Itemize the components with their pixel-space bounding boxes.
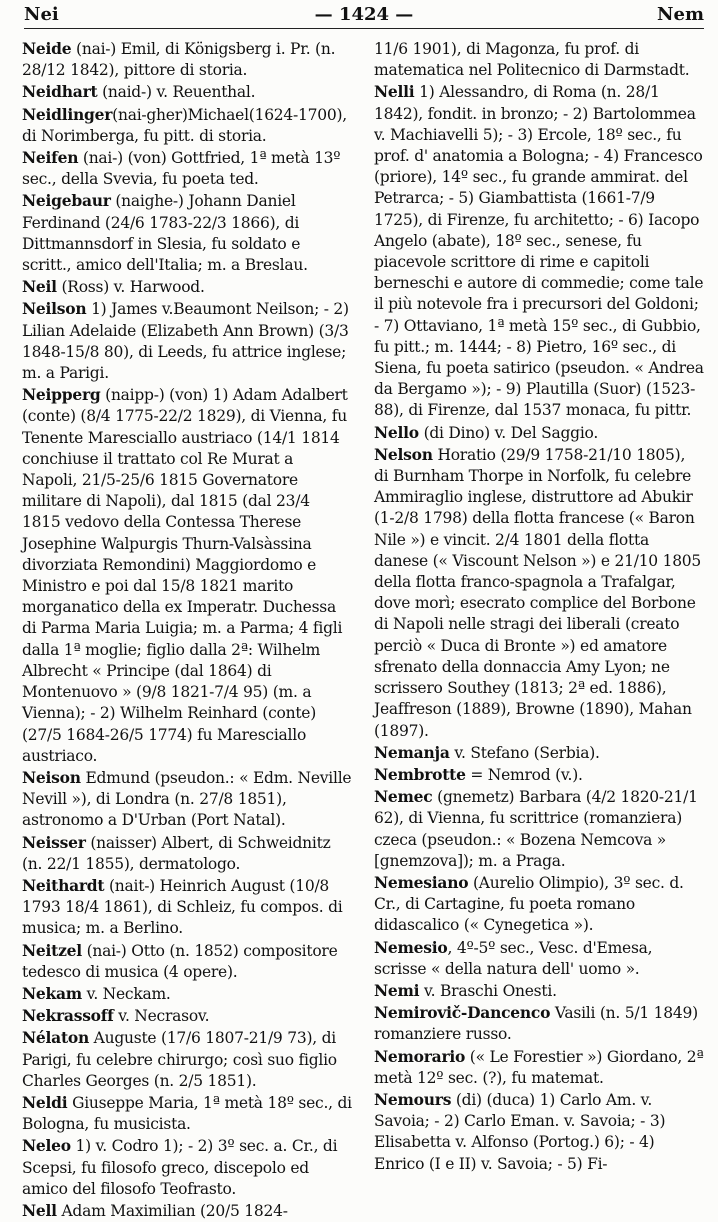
- entry-headword: Neison: [22, 767, 81, 787]
- entry-text: (nait-) Heinrich August (10/8 1793 18/4 1861), di Schleiz, fu compos. di musica; m. a Berlino.: [22, 876, 343, 938]
- dictionary-entry: [374, 38, 704, 81]
- dictionary-entry: [374, 1089, 704, 1175]
- entry-headword: Neigebaur: [22, 191, 111, 211]
- dictionary-entry: [22, 1092, 352, 1135]
- entry-headword: Nemi: [374, 980, 420, 1000]
- dictionary-entry: [374, 786, 704, 872]
- entry-text: (naisser) Albert, di Schweidnitz (n. 22/1 1855), dermatologo.: [22, 833, 331, 873]
- entry-headword: Nelli: [374, 82, 415, 102]
- entry-text: 1) James v.Beaumont Neilson; - 2) Lilian Adelaide (Elizabeth Ann Brown) (3/3 1848-15/8 80), di Leeds, fu attrice inglese; m. a Parigi.: [22, 300, 349, 383]
- dictionary-entry: [22, 147, 352, 190]
- entry-headword: Neifen: [22, 148, 79, 168]
- page-number: — 1424 —: [314, 4, 414, 25]
- entry-text: (di) (duca) 1) Carlo Am. v. Savoia; - 2) Carlo Eman. v. Savoia; - 3) Elisabetta v. Alfonso (Portog.) 6); - 4) Enrico (I e II) v. Savoia; - 5) Fi-: [374, 1090, 666, 1173]
- right-column: [374, 38, 704, 1175]
- entry-text: (gnemetz) Barbara (4/2 1820-21/1 62), di Vienna, fu scrittrice (romanziera) czeca (pseudon.: « Bozena Nemcova » [gnemzova]); m. a Praga.: [374, 788, 698, 870]
- entry-headword: Nemorario: [374, 1046, 466, 1066]
- dictionary-entry: [22, 38, 352, 81]
- entry-headword: Nekam: [22, 983, 82, 1003]
- dictionary-entry: [22, 983, 352, 1005]
- entry-headword: Neisser: [22, 832, 86, 852]
- dictionary-entry: [22, 384, 352, 767]
- entry-text: (« Le Forestier ») Giordano, 2ª metà 12º sec. (?), fu matemat.: [374, 1047, 704, 1087]
- entry-headword: Neitzel: [22, 940, 82, 960]
- entry-text: 11/6 1901), di Magonza, fu prof. di matematica nel Politecnico di Darmstadt.: [374, 40, 690, 80]
- entry-text: (Ross) v. Harwood.: [56, 278, 205, 297]
- entry-text: v. Neckam.: [81, 984, 171, 1003]
- dictionary-entry: [22, 104, 352, 147]
- entry-text: (naipp-) (von) 1) Adam Adalbert (conte) (8/4 1775-22/2 1829), di Vienna, fu Tenente Maresciallo austriaco (14/1 1814 conchiuse il trattato col Re Murat a Napoli, 21/5-25/6 1815 Governatore militare di Napoli), dal 1815 (dal 23/4 1815 vedovo della Contessa Therese Josephine Walpurgis Thurn-Valsàssina divorziata Remondini) Maggiordomo e Ministro e poi dal 15/8 1821 marito morganatico della ex Imperatr. Duchessa di Parma Maria Luigia; m. a Parma; 4 figli dalla 1ª moglie; figlio dalla 2ª: Wilhelm Albrecht « Principe (dal 1864) di Montenuovo » (9/8 1821-7/4 95) (m. a Vienna); - 2) Wilhelm Reinhard (conte) (27/5 1684-26/5 1774) fu Maresciallo austriaco.: [22, 386, 348, 765]
- entry-text: Horatio (29/9 1758-21/10 1805), di Burnham Thorpe in Norfolk, fu celebre Ammiraglio inglese, distruttore ad Abukir (1-2/8 1798) della flotta francese (« Baron Nile ») e vincit. 2/4 1801 della flotta danese (« Viscount Nelson ») e 21/10 1805 della flotta franco-spagnola a Trafalgar, dove morì; esecrato complice del Borbone di Napoli nelle stragi dei liberali (creato perciò « Duca di Bronte ») ed amatore sfrenato della donnaccia Amy Lyon; ne scrissero Southey (1813; 2ª ed. 1886), Jeaffreson (1889), Browne (1890), Mahan (1897).: [374, 445, 702, 740]
- entry-text: (di Dino) v. Del Saggio.: [418, 423, 599, 442]
- entry-headword: Nemours: [374, 1089, 452, 1109]
- entry-text: (nai-) Otto (n. 1852) compositore tedesco di musica (4 opere).: [22, 941, 338, 981]
- entry-headword: Neidlinger: [22, 104, 113, 124]
- dictionary-entry: [22, 276, 352, 298]
- entry-text: Vasili (n. 5/1 1849) romanziere russo.: [374, 1004, 698, 1044]
- entry-text: = Nemrod (v.).: [465, 765, 583, 784]
- entry-text: (nai-gher)Michael(1624-1700), di Norimberga, fu pitt. di storia.: [22, 105, 347, 145]
- entry-text: v. Stefano (Serbia).: [449, 743, 600, 762]
- left-column: [22, 38, 352, 1222]
- entry-text: (naid-) v. Reuenthal.: [97, 83, 256, 102]
- page-header: [24, 4, 704, 29]
- entry-text: Edmund (pseudon.: « Edm. Neville Nevill »), di Londra (n. 27/8 1851), astronomo a D'Urban (Port Natal).: [22, 768, 352, 830]
- dictionary-entry: [22, 1200, 352, 1222]
- header-left-guide-word: Nei: [24, 4, 59, 25]
- entry-text: Giuseppe Maria, 1ª metà 18º sec., di Bologna, fu musicista.: [22, 1093, 352, 1134]
- entry-headword: Nelson: [374, 444, 433, 464]
- entry-headword: Nemirovič-Dancenco: [374, 1003, 551, 1023]
- header-right-guide-word: Nem: [657, 4, 704, 25]
- dictionary-entry: [22, 298, 352, 384]
- dictionary-entry: [374, 422, 704, 444]
- dictionary-entry: [374, 1046, 704, 1089]
- dictionary-entry: [22, 1005, 352, 1027]
- dictionary-entry: [22, 767, 352, 832]
- entry-text: Auguste (17/6 1807-21/9 73), di Parigi, fu celebre chirurgo; così suo figlio Charles Georges (n. 2/5 1851).: [22, 1029, 337, 1090]
- entry-text: 1) v. Codro 1); - 2) 3º sec. a. Cr., di Scepsi, fu filosofo greco, discepolo ed amico del filosofo Teofrasto.: [22, 1137, 338, 1198]
- entry-headword: Neipperg: [22, 385, 101, 405]
- entry-text: (naighe-) Johann Daniel Ferdinand (24/6 1783-22/3 1866), di Dittmannsdorf in Slesia, fu soldato e scritt., amico dell'Italia; m. a Breslau.: [22, 192, 308, 275]
- dictionary-entry: [22, 190, 352, 276]
- dictionary-entry: [374, 1002, 704, 1045]
- entry-headword: Nello: [374, 422, 419, 442]
- dictionary-entry: [374, 872, 704, 937]
- entry-text: v. Necrasov.: [113, 1007, 210, 1026]
- dictionary-entry: [374, 444, 704, 742]
- entry-headword: Nemec: [374, 787, 433, 807]
- entry-text: v. Braschi Onesti.: [419, 981, 557, 1000]
- dictionary-entry: [22, 940, 352, 983]
- entry-text: 1) Alessandro, di Roma (n. 28/1 1842), fondit. in bronzo; - 2) Bartolommea v. Machiavelli 5); - 3) Ercole, 18º sec., fu prof. d' anatomia a Bologna; - 4) Francesco (priore), 14º sec., fu grande ammirat. del Petrarca; - 5) Giambattista (1661-7/9 1725), di Firenze, fu architetto; - 6) Iacopo Angelo (abate), 18º sec., senese, fu piacevole scrittore di rime e capitoli berneschi e autore di commedie; come tale il più notevole fra i precursori del Goldoni; - 7) Ottaviano, 1ª metà 15º sec., di Gubbio, fu pitt.; m. 1444; - 8) Pietro, 16º sec., di Siena, fu poeta satirico (pseudon. « Andrea da Bergamo »); - 9) Plautilla (Suor) (1523-88), di Firenze, dal 1537 monaca, fu pittr.: [374, 83, 704, 420]
- entry-headword: Neithardt: [22, 875, 105, 895]
- dictionary-entry: [22, 81, 352, 103]
- entry-headword: Neleo: [22, 1136, 71, 1156]
- dictionary-entry: [22, 1135, 352, 1200]
- entry-headword: Neil: [22, 277, 57, 297]
- entry-headword: Neidhart: [22, 82, 98, 102]
- dictionary-entry: [374, 980, 704, 1002]
- entry-headword: Nemesiano: [374, 872, 469, 892]
- dictionary-entry: [374, 742, 704, 764]
- dictionary-entry: [374, 81, 704, 421]
- entry-text: , 4º-5º sec., Vesc. d'Emesa, scrisse « della natura dell' uomo ».: [374, 938, 653, 978]
- entry-text: (nai-) Emil, di Königsberg i. Pr. (n. 28/12 1842), pittore di storia.: [22, 40, 336, 80]
- entry-headword: Neldi: [22, 1092, 68, 1112]
- dictionary-entry: [22, 832, 352, 875]
- entry-text: Adam Maximilian (20/5 1824-: [56, 1201, 288, 1220]
- entry-text: (Aurelio Olimpio), 3º sec. d. Cr., di Cartagine, fu poeta romano didascalico (« Cynegetica »).: [374, 873, 684, 935]
- entry-headword: Neide: [22, 39, 72, 58]
- entry-headword: Nell: [22, 1200, 57, 1220]
- dictionary-entry: [22, 1027, 352, 1092]
- entry-text: (nai-) (von) Gottfried, 1ª metà 13º sec., della Svevia, fu poeta ted.: [22, 149, 341, 189]
- entry-headword: Nembrotte: [374, 764, 466, 784]
- entry-headword: Nekrassoff: [22, 1006, 114, 1026]
- dictionary-entry: [374, 764, 704, 786]
- dictionary-entry: [374, 937, 704, 980]
- entry-headword: Nemesio: [374, 937, 448, 957]
- entry-headword: Neilson: [22, 299, 87, 319]
- entry-headword: Nemanja: [374, 742, 450, 762]
- entry-headword: Nélaton: [22, 1028, 89, 1048]
- dictionary-entry: [22, 875, 352, 940]
